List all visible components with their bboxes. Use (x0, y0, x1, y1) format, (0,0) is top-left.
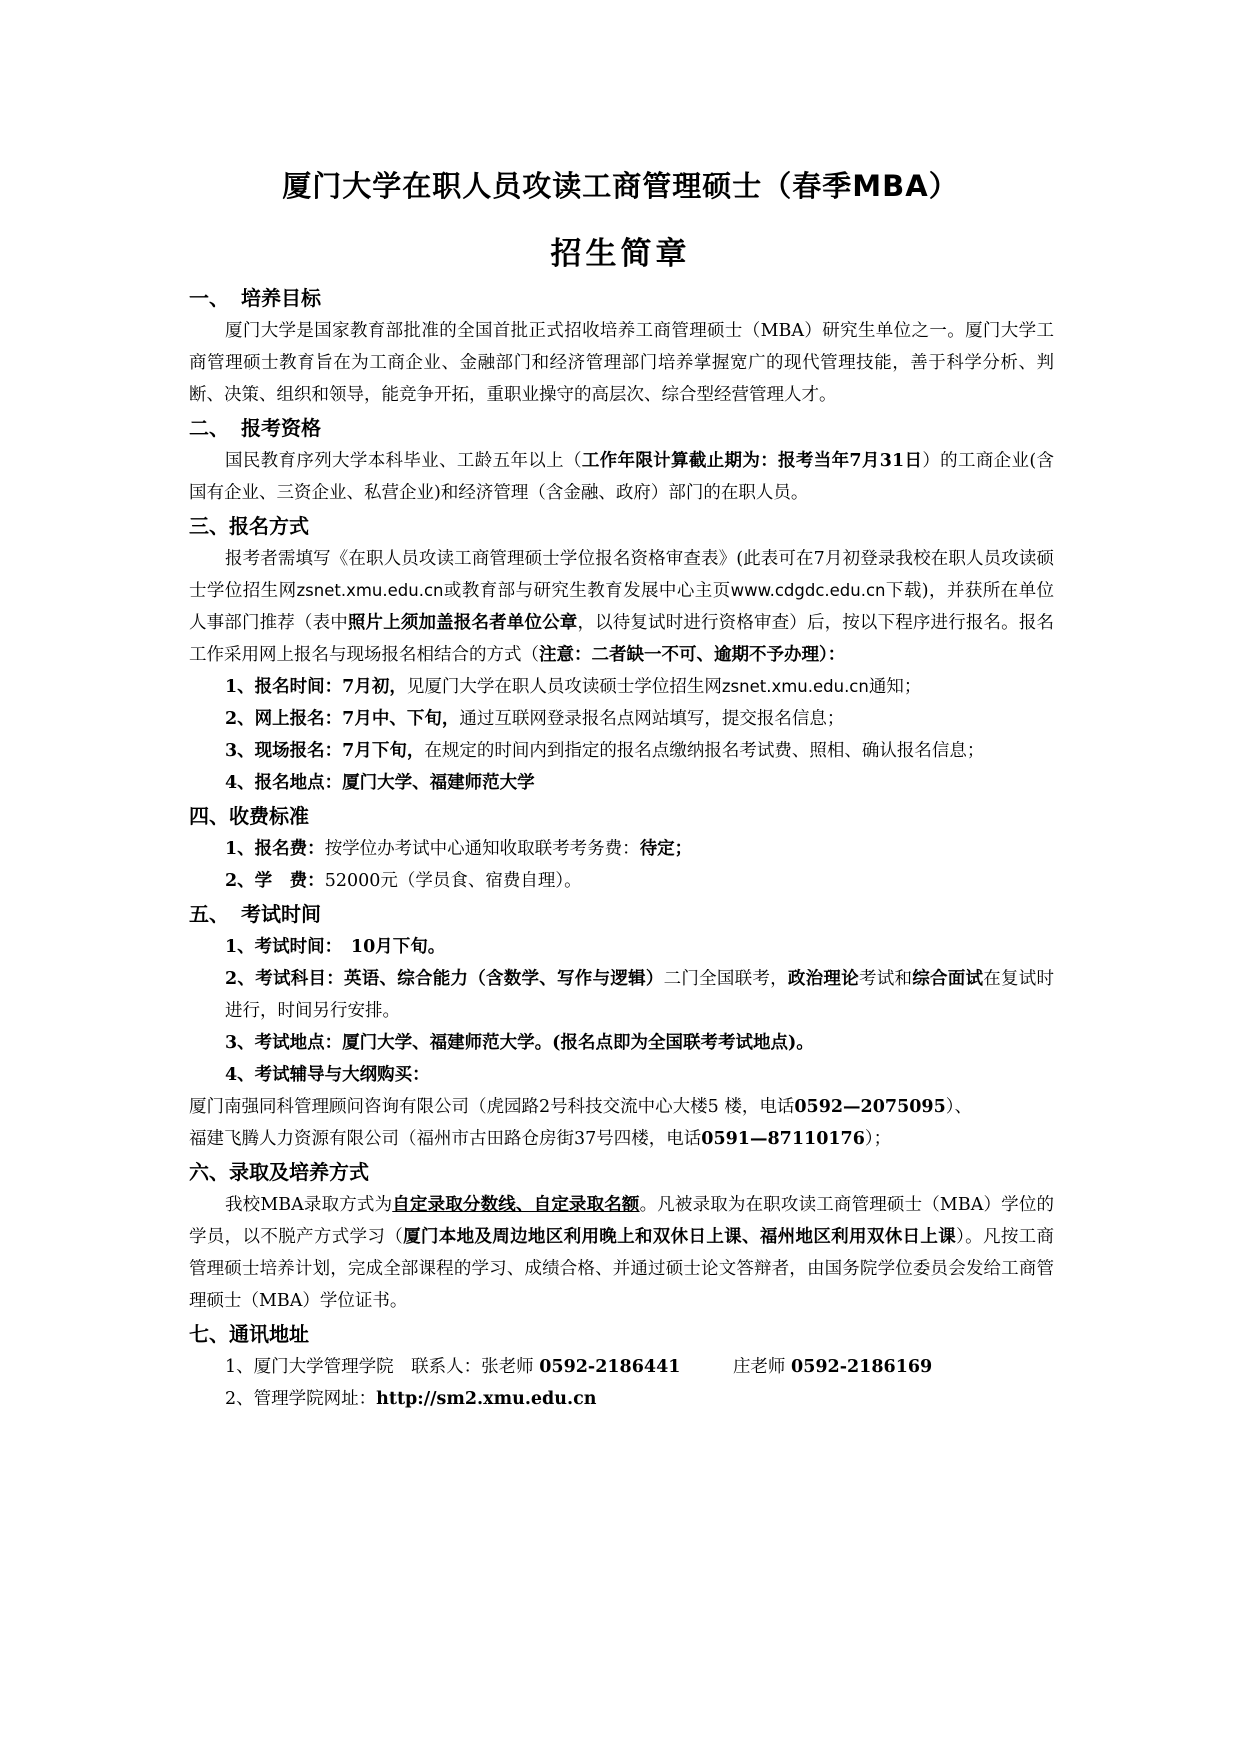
contact-company-xiamen (189, 1091, 1054, 1123)
item-label: 2、学 费： (225, 871, 325, 891)
item-text: 考试和 (858, 969, 913, 989)
contact-company-fuzhou (189, 1123, 1054, 1155)
section-heading-goals (189, 281, 1054, 315)
item-text: 通过互联网登录报名点网站填写，提交报名信息； (459, 709, 845, 729)
text-run: 报考者需填写《在职人员攻读工商管理硕士学位报名资格审查表》(此表可在7月初登录我校在职人员攻读硕士学位招生网 (189, 549, 1054, 601)
item-text: 按学位办考试中心通知收取联考考务费： (324, 839, 640, 859)
section-number: 一、 (189, 286, 229, 310)
exam-item-time (189, 931, 1054, 963)
section-title: 报考资格 (241, 416, 321, 440)
item-label: 2、网上报名：7月中、下旬， (225, 709, 460, 729)
section-title: 通讯地址 (229, 1322, 309, 1346)
item-text: 二门全国联考， (663, 969, 788, 989)
note-emphasis: 注意：二者缺一不可、逾期不予办理 (539, 645, 819, 665)
text-run: ）： (819, 645, 846, 665)
zsnet-link[interactable]: zsnet.xmu.edu.cn (296, 581, 444, 600)
exam-item-tutoring (189, 1059, 1054, 1091)
item-text: 1、厦门大学管理学院 联系人：张老师 (225, 1357, 534, 1377)
contact-item-website (189, 1383, 1054, 1415)
section-number: 六、 (189, 1160, 229, 1184)
deadline-emphasis: 工作年限计算截止期为：报考当年7月31日 (581, 451, 923, 471)
phone-number: 0592-2186169 (791, 1357, 933, 1377)
item-emphasis: 待定； (639, 839, 693, 859)
item-text: ）； (864, 1129, 892, 1149)
item-text: 厦门南强同科管理顾问咨询有限公司（虎园路2号科技交流中心大楼5 楼，电话 (189, 1097, 795, 1117)
document-subtitle: 招生简章 (550, 236, 691, 272)
item-label: 1、报名费： (225, 839, 325, 859)
text-run: ）。凡按工商管理硕士培养计划，完成全部课程的学习、成绩合格、并通过硕士论文答辩者，由国务院学位委员会发给工商管理硕士（MBA）学位证书。 (189, 1227, 1055, 1311)
section-number: 二、 (189, 416, 229, 440)
photo-stamp-emphasis: 照片上须加盖报名者单位公章 (347, 613, 578, 633)
registration-item-online (189, 703, 1054, 735)
item-label: 1、报名时间：7月初， (225, 677, 407, 697)
text-run: 或教育部与研究生教育发展中心主页 (443, 581, 731, 601)
contact-item-school (189, 1351, 1054, 1383)
registration-item-location (189, 767, 1054, 799)
item-text: 在规定的时间内到指定的报名点缴纳报名考试费、照相、确认报名信息； (424, 741, 985, 761)
item-label: 2、考试科目：英语、综合能力（含数学、写作与逻辑） (225, 969, 664, 989)
item-label: 4、考试辅导与大纲购买： (225, 1065, 430, 1085)
item-emphasis: 综合面试 (912, 969, 984, 989)
section-title: 考试时间 (241, 902, 321, 926)
section-heading-admission (189, 1155, 1054, 1189)
item-text: 通知； (868, 677, 922, 697)
item-text: 福建飞腾人力资源有限公司（福州市古田路仓房街37号四楼，电话 (189, 1129, 702, 1149)
text-run: ，以待复试时进行资格审查）后，按以下程序进行报名。报名工作采用网上报名与现场报名相结合的方式（ (189, 613, 1054, 665)
document-title: 厦门大学在职人员攻读工商管理硕士（春季MBA） (282, 169, 959, 203)
item-label: 1、考试时间： 10月下旬。 (225, 937, 446, 957)
schedule-emphasis: 厦门本地及周边地区利用晚上和双休日上课、福州地区利用双休日上课 (403, 1227, 957, 1247)
section-number: 七、 (189, 1322, 229, 1346)
registration-item-time (189, 671, 1054, 703)
section-title: 收费标准 (229, 804, 309, 828)
item-label: 4、报名地点：厦门大学、福建师范大学 (225, 773, 535, 793)
item-text: 52000元（学员食、宿费自理）。 (324, 871, 582, 891)
phone-number: 0592-2186441 (539, 1357, 681, 1377)
underlined-emphasis: 自定录取分数线、自定录取名额 (392, 1195, 640, 1215)
registration-item-onsite (189, 735, 1054, 767)
registration-paragraph (189, 543, 1054, 671)
item-text: ）、 (945, 1097, 973, 1117)
section-heading-eligibility (189, 411, 1054, 445)
item-text: 2、管理学院网址： (225, 1389, 377, 1409)
phone-number: 0591—87110176 (701, 1129, 865, 1149)
section-number: 四、 (189, 804, 229, 828)
section-title: 报名方式 (229, 514, 309, 538)
admission-paragraph (189, 1189, 1054, 1317)
item-text: 庄老师 (732, 1357, 786, 1377)
section-title: 录取及培养方式 (229, 1160, 369, 1184)
text-run: 。凡被录取为在职攻读工商管理硕士（MBA）学位的学员，以不脱产方式学习（ (189, 1195, 1055, 1247)
item-text: 在复试时进行，时间另行安排。 (225, 969, 1055, 1021)
text-run: 我校MBA录取方式为 (225, 1195, 393, 1215)
phone-number: 0592—2075095 (794, 1097, 946, 1117)
section-number: 三、 (189, 514, 229, 538)
item-text: 见厦门大学在职人员攻读硕士学位招生网 (406, 677, 722, 697)
cdgdc-link[interactable]: www.cdgdc.edu.cn (730, 581, 886, 600)
school-website-link[interactable]: http://sm2.xmu.edu.cn (376, 1389, 597, 1409)
fee-item-tuition (189, 865, 1054, 897)
section-number: 五、 (189, 902, 229, 926)
section-heading-exam (189, 897, 1054, 931)
zsnet-link[interactable]: zsnet.xmu.edu.cn (721, 677, 869, 696)
exam-item-location (189, 1027, 1054, 1059)
text-run: 国民教育序列大学本科毕业、工龄五年以上（ (225, 451, 582, 471)
section-heading-registration (189, 509, 1054, 543)
text-run: 下载)，并获所在单位人事部门推荐（表中 (189, 581, 1055, 633)
fee-item-registration (189, 833, 1054, 865)
section-heading-fees (189, 799, 1054, 833)
item-label: 3、现场报名：7月下旬， (225, 741, 425, 761)
document-body (189, 281, 1054, 1415)
item-label: 3、考试地点：厦门大学、福建师范大学。(报名点即为全国联考考试地点)。 (225, 1033, 814, 1053)
section-title: 培养目标 (241, 286, 321, 310)
goals-paragraph: 厦门大学是国家教育部批准的全国首批正式招收培养工商管理硕士（MBA）研究生单位之一。厦门大学工商管理硕士教育旨在为工商企业、金融部门和经济管理部门培养掌握宽广的现代管理技能，善于科学分析、判断、决策、组织和领导，能竞争开拓，重职业操守的高层次、综合型经营管理人才。 (189, 321, 1054, 405)
item-emphasis: 政治理论 (787, 969, 859, 989)
text-run: ）的工商企业(含国有企业、三资企业、私营企业)和经济管理（含金融、政府）部门的在职人员。 (189, 451, 1055, 503)
section-heading-contact (189, 1317, 1054, 1351)
exam-item-subjects (189, 963, 1054, 1027)
eligibility-paragraph (189, 445, 1054, 509)
